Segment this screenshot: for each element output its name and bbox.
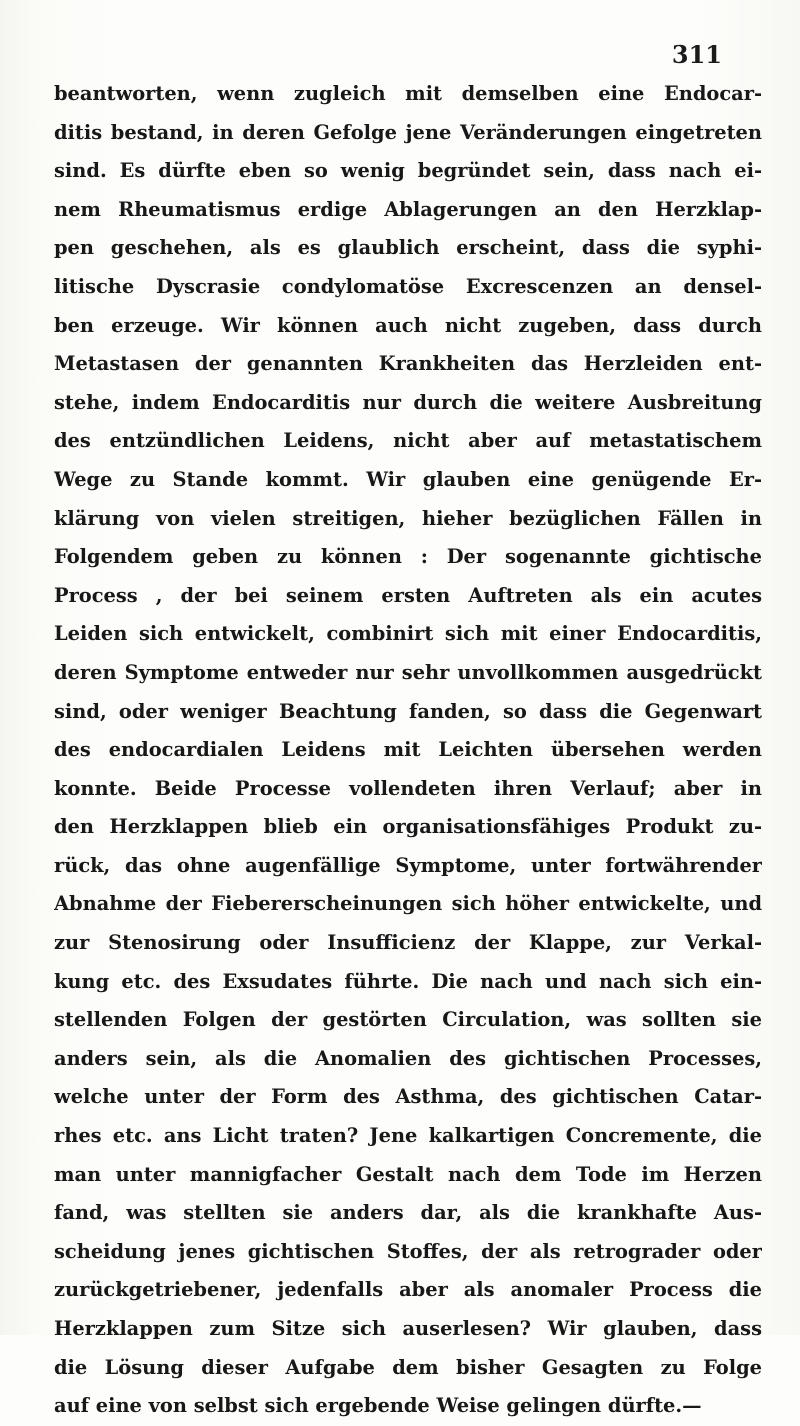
text-line: welche unter der Form des Asthma, des gichtischen Catar- xyxy=(54,1085,762,1109)
body-text xyxy=(54,75,762,1426)
text-line: ben erzeuge. Wir können auch nicht zugeben, dass durch xyxy=(54,313,762,337)
text-line: Metastasen der genannten Krankheiten das Herzleiden ent- xyxy=(54,352,762,376)
text-line: Folgendem geben zu können : Der sogenannte gichtische xyxy=(54,545,762,569)
text-line: scheidung jenes gichtischen Stoffes, der als retrograder oder xyxy=(54,1239,762,1263)
text-line: Herzklappen zum Sitze sich auserlesen? Wir glauben, dass xyxy=(54,1317,762,1340)
text-line: Process , der bei seinem ersten Auftreten als ein acutes xyxy=(54,583,762,607)
text-line: rhes etc. ans Licht traten? Jene kalkartigen Concremente, die xyxy=(54,1124,762,1148)
text-line: Abnahme der Fiebererscheinungen sich höher entwickelte, und xyxy=(54,892,762,916)
text-line: nem Rheumatismus erdige Ablagerungen an den Herzklap- xyxy=(54,197,762,221)
text-line: auf eine von selbst sich ergebende Weise gelingen dürfte.— xyxy=(54,1394,702,1418)
text-line: zur Stenosirung oder Insufficienz der Klappe, zur Verkal- xyxy=(54,931,762,955)
text-line: anders sein, als die Anomalien des gichtischen Processes, xyxy=(54,1046,762,1070)
text-line: ditis bestand, in deren Gefolge jene Veränderungen eingetreten xyxy=(54,120,762,144)
text-line: pen geschehen, als es glaublich erscheint, dass die syphi- xyxy=(54,236,762,260)
text-line: beantworten, wenn zugleich mit demselben eine Endocar- xyxy=(54,82,762,105)
text-line: fand, was stellten sie anders dar, als die krankhafte Aus- xyxy=(54,1201,762,1225)
text-line: des entzündlichen Leidens, nicht aber auf metastatischem xyxy=(54,429,762,453)
text-line: stehe, indem Endocarditis nur durch die weitere Ausbreitung xyxy=(54,390,762,414)
text-line: sind, oder weniger Beachtung fanden, so dass die Gegenwart xyxy=(54,699,762,723)
text-line: konnte. Beide Processe vollendeten ihren Verlauf; aber in xyxy=(54,776,762,800)
text-line: des endocardialen Leidens mit Leichten übersehen werden xyxy=(54,738,762,762)
text-line: den Herzklappen blieb ein organisationsfähiges Produkt zu- xyxy=(54,815,762,839)
text-line: litische Dyscrasie condylomatöse Excrescenzen an densel- xyxy=(54,274,762,298)
text-line: klärung von vielen streitigen, hieher bezüglichen Fällen in xyxy=(54,506,762,530)
text-line: man unter mannigfacher Gestalt nach dem Tode im Herzen xyxy=(54,1162,762,1186)
text-line: rück, das ohne augenfällige Symptome, unter fortwährender xyxy=(54,853,762,877)
text-line: Leiden sich entwickelt, combinirt sich mit einer Endocarditis, xyxy=(54,622,762,646)
text-line: zurückgetriebener, jedenfalls aber als anomaler Process die xyxy=(54,1278,762,1302)
text-line: stellenden Folgen der gestörten Circulation, was sollten sie xyxy=(54,1008,762,1032)
text-line: die Lösung dieser Aufgabe dem bisher Gesagten zu Folge xyxy=(54,1355,762,1379)
text-line: kung etc. des Exsudates führte. Die nach und nach sich ein- xyxy=(54,969,762,993)
text-line: Wege zu Stande kommt. Wir glauben eine genügende Er- xyxy=(54,467,762,491)
page-number: 311 xyxy=(671,40,722,69)
text-line: deren Symptome entweder nur sehr unvollkommen ausgedrückt xyxy=(54,660,762,684)
text-line: sind. Es dürfte eben so wenig begründet sein, dass nach ei- xyxy=(54,159,762,183)
